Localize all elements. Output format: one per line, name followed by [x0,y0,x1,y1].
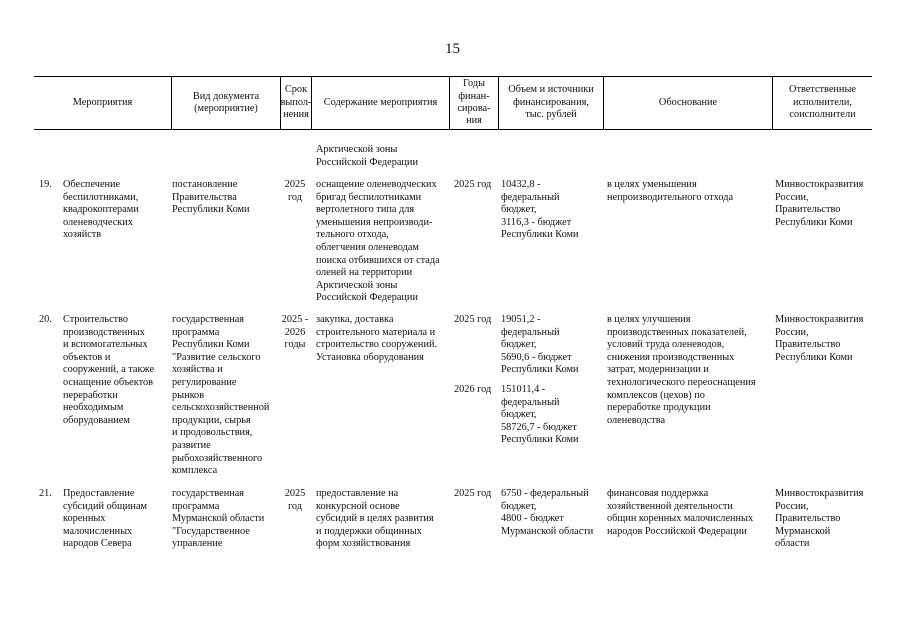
row-finance-second: 151011,4 - федеральный бюджет, 58726,7 - бюджет Республики Коми [501,384,579,446]
row-year-second: 2026 год [454,384,492,395]
header-justification: Обоснование [658,96,718,108]
header-document-type: Вид документа (мероприятие) [192,90,260,114]
header-content: Содержание мероприятия [323,96,438,108]
row-term: 2025 год [284,488,306,512]
row-justification: в целях улучшения производственных показателей, условий труда оленеводов, снижения производственных затрат, модернизации и технологического переоснащения комплексов (цехов) по переработке продукции оленеводства [607,314,756,426]
row-document: постановление Правительства Республики Коми [172,179,250,216]
row-term: 2025 - 2026 годы [281,314,309,351]
row-year: 2025 год [454,488,492,499]
header-term: Срок выпол- нения [280,84,312,121]
row-responsible: Минвостокразвития России, Правительство Республики Коми [775,179,864,228]
row-finance: 19051,2 - федеральный бюджет, 5690,6 - бюджет Республики Коми [501,314,579,376]
row-number: 21. [39,488,52,499]
header-funding-years: Годы финан- сирова- ния [457,78,491,127]
continuation-content: Арктической зоны Российской Федерации [316,144,418,168]
row-number: 20. [39,314,52,325]
header-events: Мероприятия [72,96,133,108]
row-justification: финансовая поддержка хозяйственной деятельности общин коренных малочисленных народов Российской Федерации [607,488,754,537]
row-finance: 10432,8 - федеральный бюджет, 3116,3 - бюджет Республики Коми [501,179,579,241]
row-responsible: Минвостокразвития России, Правительство Республики Коми [775,314,864,363]
row-year: 2025 год [454,179,492,190]
row-document: государственная программа Республики Коми "Развитие сельского хозяйства и регулирование рынков сельскохозяйственной продукции, сырья и продовольствия, развитие рыбохозяйственного комплекса [172,314,270,477]
row-number: 19. [39,179,52,190]
row-finance: 6750 - федеральный бюджет, 4800 - бюджет Мурманской области [501,488,594,537]
row-content: предоставление на конкурсной основе субсидий в целях развития и поддержки общинных форм хозяйствования [316,488,434,550]
row-document: государственная программа Мурманской области "Государственное управление [172,488,265,550]
table-header-top-border [34,76,872,77]
row-event: Обеспечение беспилотниками, квадрокоптерами оленеводческих хозяйств [63,179,139,241]
row-event: Предоставление субсидий общинам коренных малочисленных народов Севера [63,488,148,550]
row-year: 2025 год [454,314,492,325]
row-term: 2025 год [284,179,306,203]
page-number: 15 [445,41,460,57]
row-justification: в целях уменьшения непроизводительного отхода [607,179,734,203]
row-content: оснащение оленеводческих бригад беспилотниками вертолетного типа для уменьшения непроизводи- тельного отхода, облегчения оленеводам поиска отбившихся от стада оленей на территории Арктической зоны Российской Федерации [316,179,440,304]
header-responsible: Ответственные исполнители, соисполнители [789,84,856,121]
header-funding-amount: Объем и источники финансирования, тыс. рублей [508,84,594,121]
row-content: закупка, доставка строительного материала и строительство сооружений. Установка оборудования [316,314,438,363]
row-event: Строительство производственных и вспомогательных объектов и сооружений, а также оснащение объектов переработки необходимым оборудованием [63,314,155,426]
table-header-bottom-border [34,129,872,130]
row-responsible: Минвостокразвития России, Правительство Мурманской области [775,488,864,550]
